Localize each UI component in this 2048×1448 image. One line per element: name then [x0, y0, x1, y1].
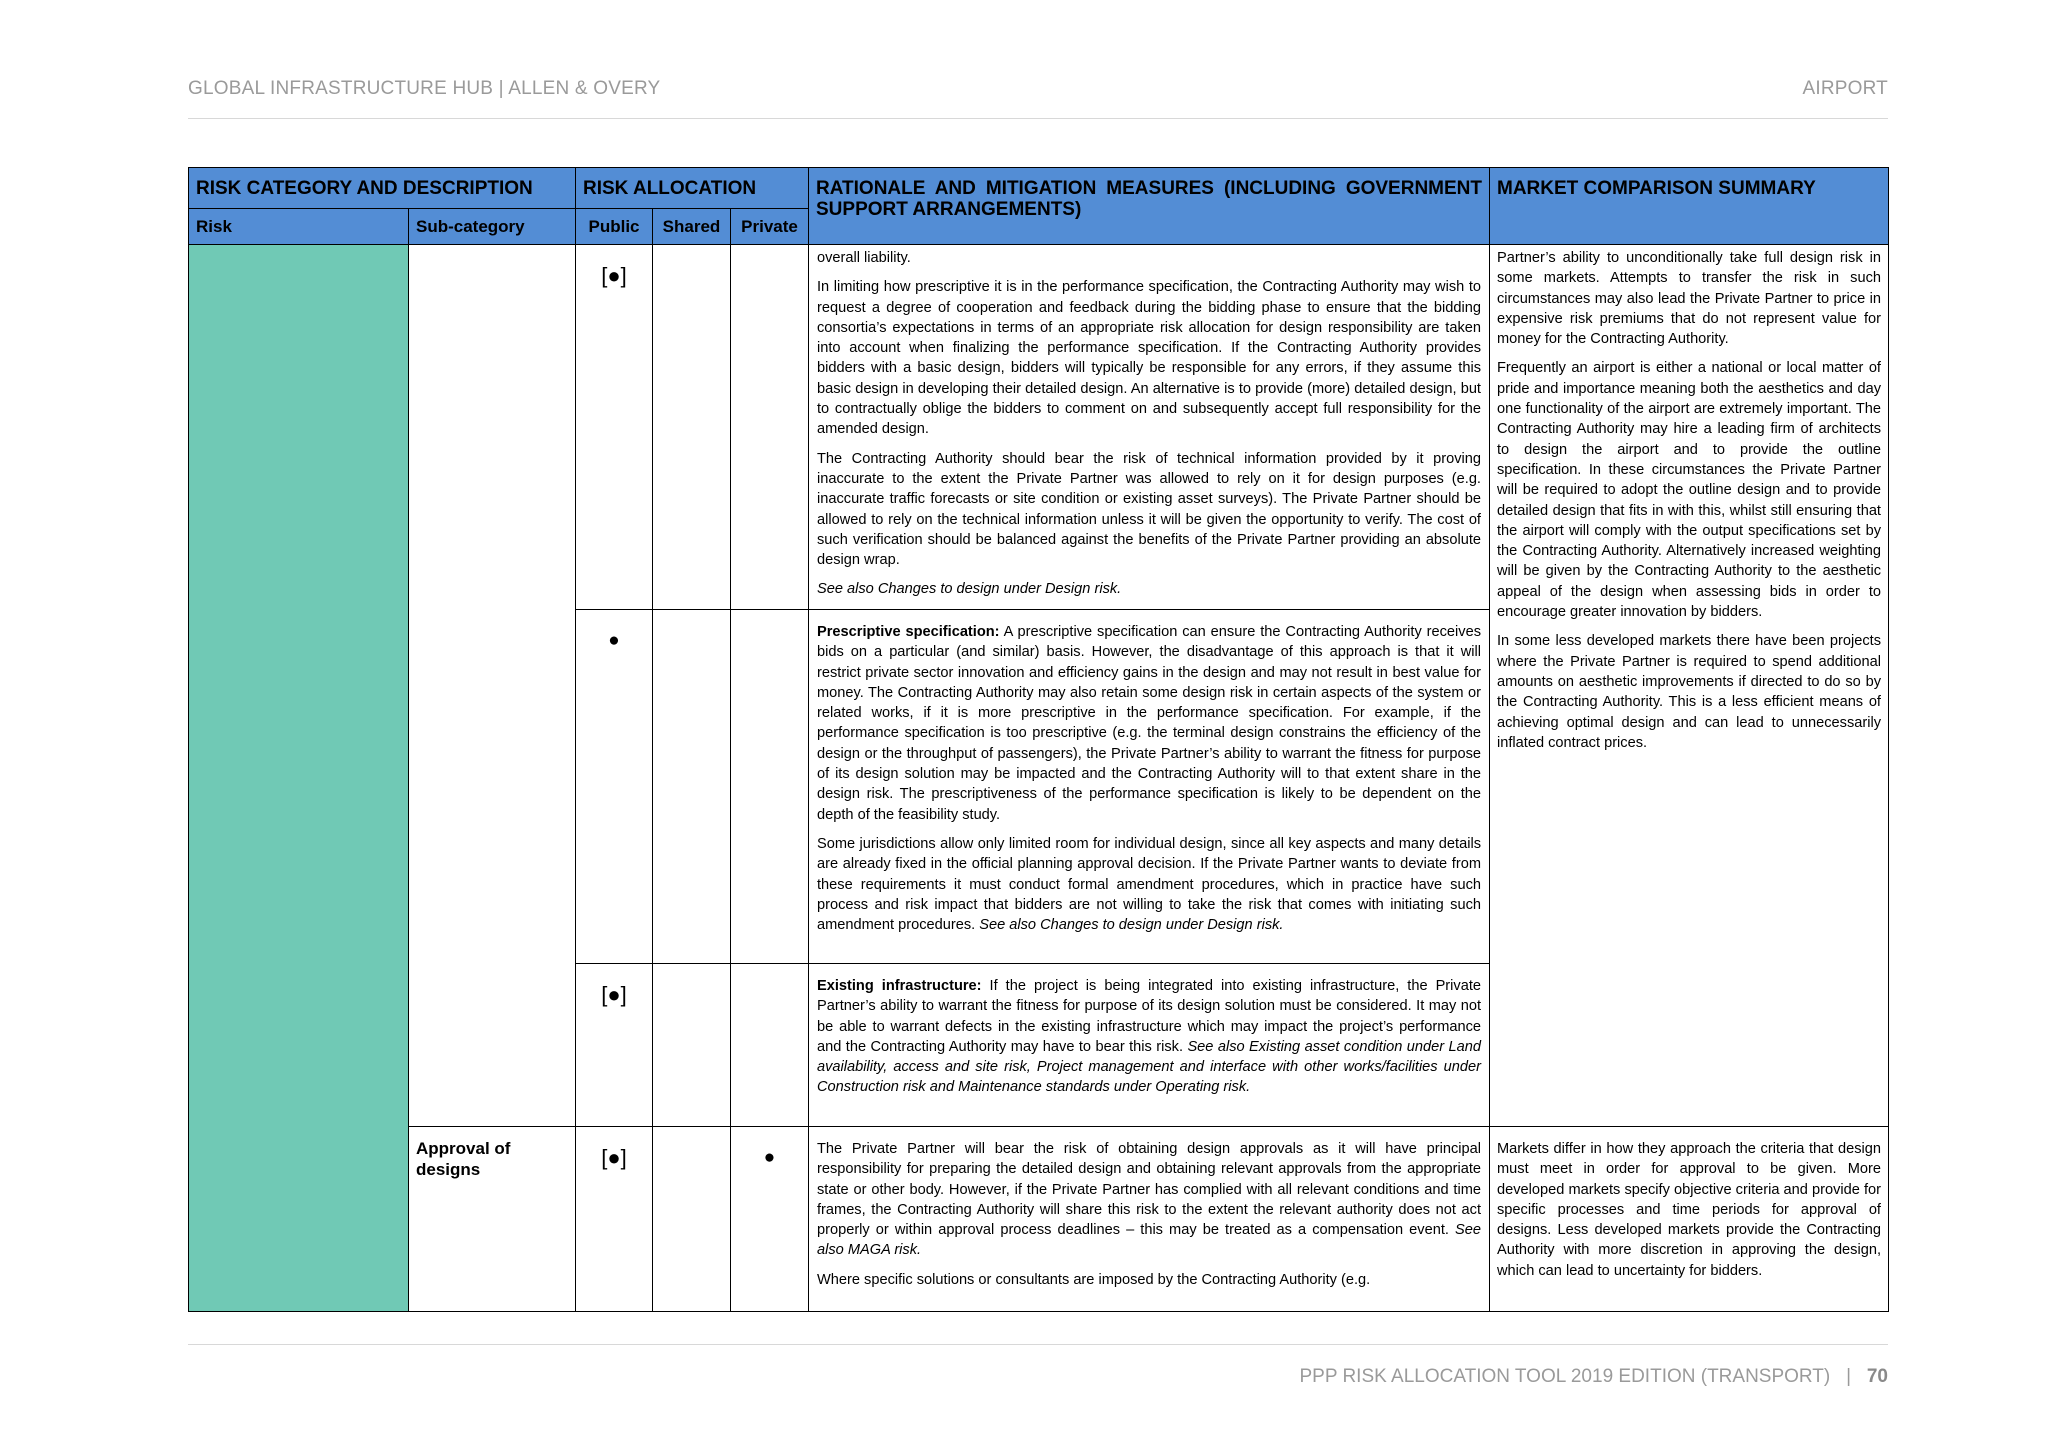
col-header-subcategory: Sub-category — [409, 209, 576, 245]
risk-allocation-table — [188, 167, 1889, 1312]
subcategory-cell — [409, 245, 576, 1127]
rationale-paragraph: The Private Partner will bear the risk of obtaining design approvals as it will have principal responsibility for preparing the detailed design and obtaining relevant approvals from the appropriate state or other body. However, if the Private Partner has complied with all relevant conditions and time frames, the Contracting Authority will share this risk to the extent the relevant authority does not act properly or within approval process deadlines – this may be treated as a compensation event. See also MAGA risk. — [817, 1141, 1481, 1259]
running-footer — [1299, 1366, 1888, 1388]
private-allocation-cell — [731, 964, 809, 1127]
col-header-risk-allocation: RISK ALLOCATION — [576, 168, 809, 209]
public-allocation-mark: ● — [576, 610, 653, 964]
rationale-paragraph: The Contracting Authority should bear the risk of technical information provided by it proving inaccurate to the extent the Private Partner was allowed to rely on it for design purposes (e.g. inaccurate traffic forecasts or site condition or existing asset surveys). The Private Partner should be allowed to rely on the technical information unless it will be given the opportunity to verify. The cost of such verification should be balanced against the benefits of the Private Partner providing an absolute design wrap. — [817, 450, 1481, 569]
shared-allocation-cell — [653, 610, 731, 964]
public-allocation-mark: [●] — [576, 245, 653, 610]
col-header-risk: Risk — [189, 209, 409, 245]
rationale-lead-in: Existing infrastructure: — [817, 978, 982, 994]
table-row — [189, 245, 1889, 610]
shared-allocation-cell — [653, 1127, 731, 1312]
shared-allocation-cell — [653, 964, 731, 1127]
market-paragraph: In some less developed markets there have been projects where the Private Partner is required to spend additional amounts on aesthetic improvements if directed to do so by the Contracting Authority. This is a less efficient means of achieving optimal design and can lead to unnecessarily inflated contract prices. — [1497, 633, 1881, 751]
running-header-section: AIRPORT — [1802, 78, 1888, 99]
market-comparison-cell — [1490, 1127, 1889, 1312]
footer-divider — [188, 1344, 1888, 1345]
col-header-shared: Shared — [653, 209, 731, 245]
rationale-cell — [809, 1127, 1490, 1312]
market-paragraph: Frequently an airport is either a national or local matter of pride and importance meaning both the aesthetics and day one functionality of the airport are extremely important. The Contracting Authority may hire a leading firm of architects to design the airport and to provide the outline specification. In these circumstances the Private Partner will be required to adopt the outline design and to provide detailed design that fits in with this, whilst still ensuring that the airport will comply with the output specifications set by the Contracting Authority. Alternatively increased weighting will be given by the Contracting Authority to the aesthetic appeal of the design when assessing bids in order to encourage greater innovation by bidders. — [1497, 360, 1881, 621]
rationale-paragraph: Where specific solutions or consultants are imposed by the Contracting Authority (e.g. — [817, 1271, 1371, 1288]
col-header-public: Public — [576, 209, 653, 245]
table-header-row-1 — [189, 168, 1889, 209]
subcategory-label: Approval of designs — [416, 1139, 511, 1179]
table-row — [189, 1127, 1889, 1312]
page-number: 70 — [1866, 1366, 1888, 1387]
rationale-paragraph: Existing infrastructure: If the project is being integrated into existing infrastructure, the Private Partner’s ability to warrant the fitness for purpose of its design solution must be considered. It may not be able to warrant defects in the existing infrastructure which may impact the project’s performance and the Contracting Authority may have to bear this risk. See also Existing asset condition under Land availability, access and site risk, Project management and interface with other works/facilities under Construction risk and Maintenance standards under Operating risk. — [817, 978, 1481, 1096]
col-header-market-comparison: MARKET COMPARISON SUMMARY — [1490, 168, 1889, 245]
private-allocation-cell — [731, 610, 809, 964]
rationale-cell — [809, 245, 1490, 610]
public-allocation-mark: [●] — [576, 964, 653, 1127]
market-paragraph: Partner’s ability to unconditionally take full design risk in some markets. Attempts to transfer the risk in such circumstances may also lead the Private Partner to price in expensive risk premiums that do not represent value for money for the Contracting Authority. — [1497, 250, 1881, 348]
col-header-private: Private — [731, 209, 809, 245]
rationale-cell — [809, 610, 1490, 964]
rationale-cross-reference: See also Changes to design under Design risk. — [817, 581, 1122, 598]
rationale-paragraph: overall liability. — [817, 250, 911, 266]
rationale-cell — [809, 964, 1490, 1127]
private-allocation-cell — [731, 245, 809, 610]
footer-separator: | — [1846, 1366, 1852, 1387]
private-allocation-mark: ● — [731, 1127, 809, 1312]
rationale-paragraph: In limiting how prescriptive it is in the performance specification, the Contracting Authority may wish to request a degree of cooperation and feedback during the bidding phase to ensure that the bidding consortia’s expectations in terms of an appropriate risk allocation for design responsibility are taken into account when finalizing the performance specification. If the Contracting Authority provides bidders with a basic design, bidders will typically be responsible for any errors, if they assume this basic design in developing their detailed design. An alternative is to provide (more) detailed design, but to contractually oblige the bidders to comment on and subsequently accept full responsibility for the amended design. — [817, 279, 1481, 438]
market-paragraph: Markets differ in how they approach the criteria that design must meet in order for approval to be given. More developed markets specify objective criteria and provide for specific processes and time periods for approval of designs. Less developed markets provide the Contracting Authority with more discretion in approving the design, which can lead to uncertainty for bidders. — [1497, 1141, 1881, 1279]
shared-allocation-cell — [653, 245, 731, 610]
col-header-risk-category: RISK CATEGORY AND DESCRIPTION — [189, 168, 576, 209]
rationale-paragraph: Prescriptive specification: A prescriptive specification can ensure the Contracting Authority receives bids on a particular (and similar) basis. However, the disadvantage of this approach is that it will restrict private sector innovation and efficiency gains in the design and may not result in best value for money. The Contracting Authority may also retain some design risk in certain aspects of the system or related works, if it is more prescriptive in the performance specification. For example, if the performance specification is too prescriptive (e.g. the terminal design constrains the efficiency of the design or the throughput of passengers), the Private Partner’s ability to warrant the fitness for purpose of its design solution may be impacted and the Contracting Authority will to that extent share in the design risk. The prescriptiveness of the performance specification is likely to be dependent on the depth of the feasibility study. — [817, 624, 1482, 823]
running-header-publisher: GLOBAL INFRASTRUCTURE HUB | ALLEN & OVERY — [188, 78, 661, 99]
col-header-rationale: RATIONALE AND MITIGATION MEASURES (INCLUDING GOVERNMENT SUPPORT ARRANGEMENTS) — [809, 168, 1490, 245]
footer-title: PPP RISK ALLOCATION TOOL 2019 EDITION (TRANSPORT) — [1299, 1366, 1831, 1387]
header-divider — [188, 118, 1888, 119]
rationale-lead-in: Prescriptive specification: — [817, 624, 1000, 640]
rationale-paragraph: Some jurisdictions allow only limited room for individual design, since all key aspects and many details are already fixed in the official planning approval decision. If the Private Partner wants to deviate from these requirements it must conduct formal amendment procedures, which in practice have such process and risk impact that bidders are not willing to take the risk that comes with initiating such amendment procedures. See also Changes to design under Design risk. — [817, 835, 1481, 934]
risk-category-cell — [189, 245, 409, 1312]
public-allocation-mark: [●] — [576, 1127, 653, 1312]
market-comparison-cell — [1490, 245, 1889, 1127]
subcategory-cell — [409, 1127, 576, 1312]
